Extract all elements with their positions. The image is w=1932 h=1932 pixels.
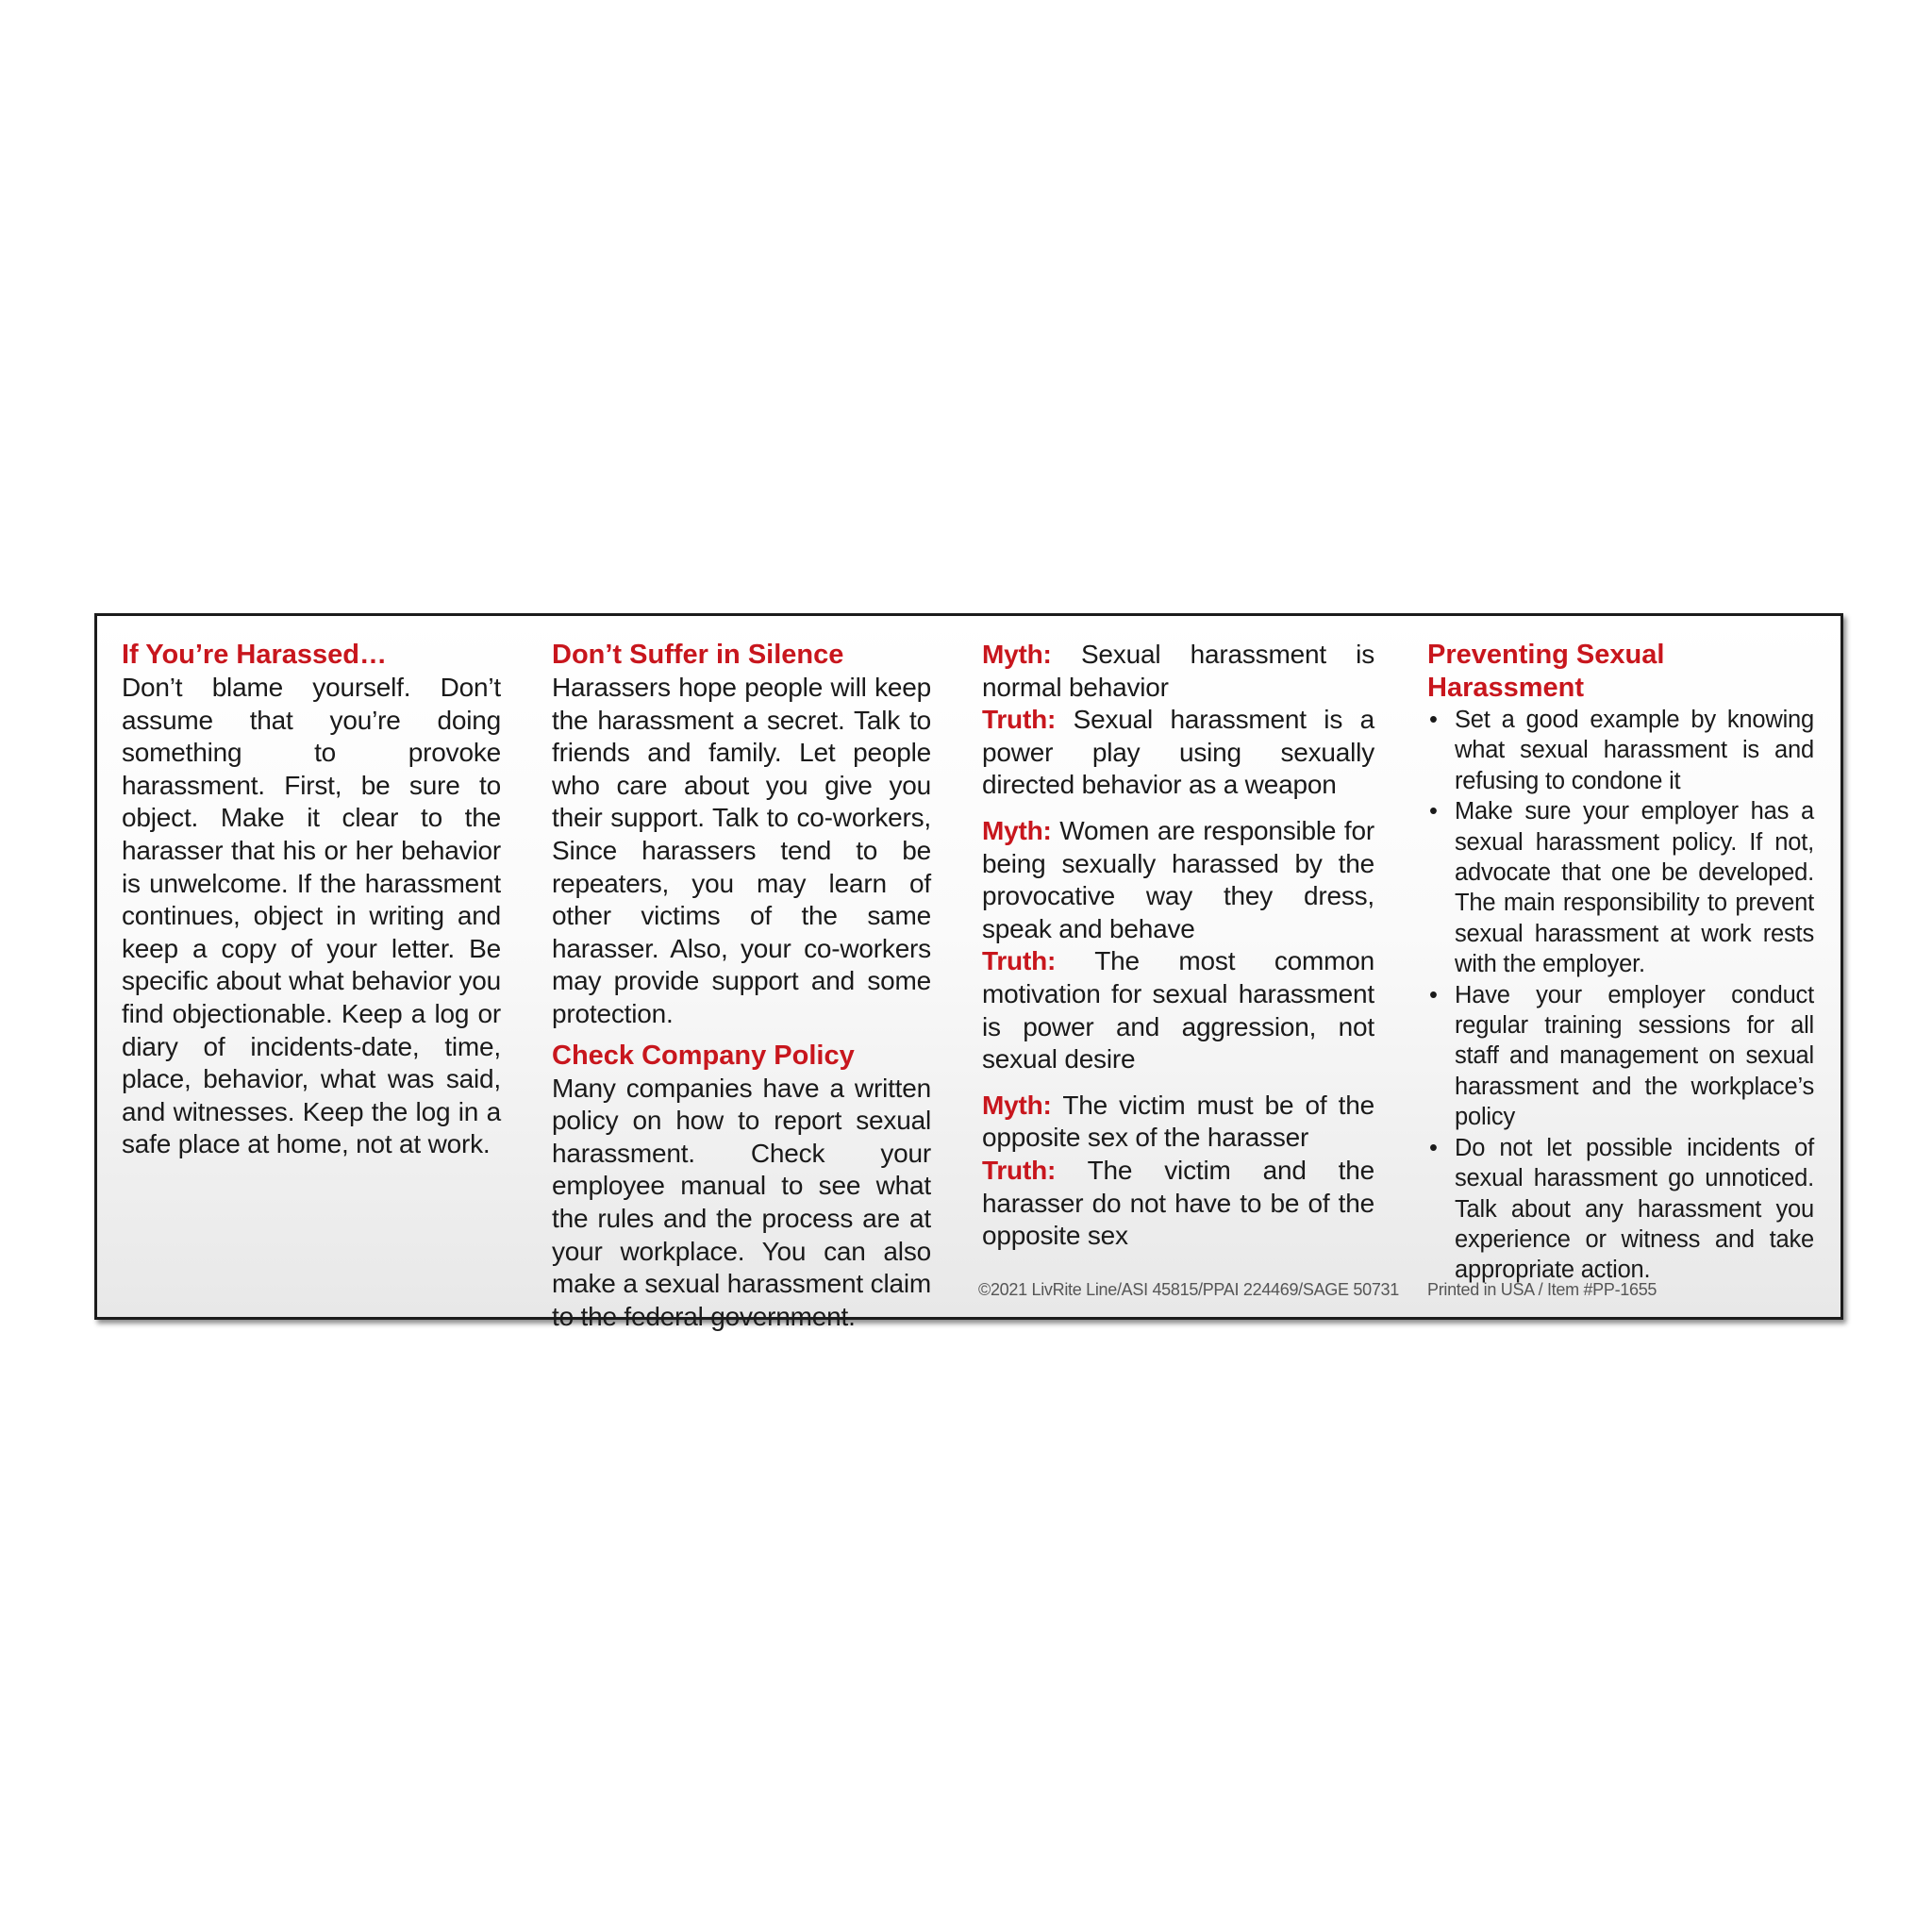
section-gap [552, 1031, 931, 1040]
myth-label: Myth: [982, 640, 1052, 669]
truth-label: Truth: [982, 705, 1057, 735]
heading-if-harassed: If You’re Harassed… [122, 640, 387, 670]
truth-label: Truth: [982, 946, 1057, 976]
list-item-text: Set a good example by knowing what sexual harassment is and refusing to condone it [1455, 707, 1814, 794]
truth-line [982, 704, 1374, 802]
info-card [94, 613, 1843, 1331]
column-dont-suffer [552, 639, 931, 1333]
myth-text: Sexual harassment is normal behavior [982, 640, 1374, 702]
bullet-icon: • [1429, 798, 1438, 825]
myth-line [982, 639, 1374, 704]
myth-label: Myth: [982, 815, 1052, 845]
myth-truth-pair-1 [982, 639, 1374, 802]
myth-text: The victim must be of the opposite sex of the harasser [982, 1090, 1374, 1153]
copyright-footer: ©2021 LivRite Line/ASI 45815/PPAI 224469/SAGE 50731 [978, 1280, 1399, 1299]
column-myths [982, 639, 1374, 1253]
item-number-footer: Printed in USA / Item #PP-1655 [1427, 1280, 1657, 1299]
truth-text: The most common motivation for sexual harassment is power and aggression, not sexual desire [982, 946, 1374, 1074]
paragraph-check-policy: Many companies have a written policy on how to report sexual harassment. Check your employee manual to see what the rules and the process are at your workplace. You can also make a sexual harassment claim to the federal government. [552, 1073, 931, 1331]
heading-dont-suffer: Don’t Suffer in Silence [552, 640, 844, 670]
heading-check-policy: Check Company Policy [552, 1040, 855, 1071]
truth-label: Truth: [982, 1155, 1057, 1185]
bullet-icon: • [1429, 981, 1438, 1008]
truth-text: Sexual harassment is a power play using sexually directed behavior as a weapon [982, 705, 1374, 800]
myth-line [982, 1090, 1374, 1155]
myth-line [982, 815, 1374, 945]
list-item [1427, 1133, 1814, 1286]
list-item-text: Do not let possible incidents of sexual harassment go unnoticed. Talk about any harassment you experience or witness and take appropriate action. [1455, 1134, 1814, 1284]
column-preventing [1427, 639, 1814, 1286]
truth-text: The victim and the harasser do not have to be of the opposite sex [982, 1155, 1374, 1251]
list-item [1427, 796, 1814, 979]
myth-label: Myth: [982, 1090, 1052, 1120]
heading-preventing: Preventing Sexual Harassment [1427, 640, 1665, 703]
bullet-icon: • [1429, 707, 1438, 733]
myth-text: Women are responsible for being sexually harassed by the provocative way they dress, speak and behave [982, 815, 1374, 943]
paragraph-if-harassed: Don’t blame yourself. Don’t assume that you’re doing something to provoke harassment. First, be sure to object. Make it clear to the harasser that his or her behavior is unwelcome. If the harassment continues, object in writing and keep a copy of your letter. Be specific about what behavior you find objectionable. Keep a log or diary of incidents-date, time, place, behavior, what was said, and witnesses. Keep the log in a safe place at home, not at work. [122, 673, 501, 1159]
paragraph-dont-suffer: Harassers hope people will keep the harassment a secret. Talk to friends and family. Let people who care about you give you their support. Talk to co-workers, Since harassers tend to be repeaters, you may learn of other victims of the same harasser. Also, your co-workers may provide support and some protection. [552, 673, 931, 1028]
myth-truth-pair-3 [982, 1090, 1374, 1253]
list-item-text: Make sure your employer has a sexual harassment policy. If not, advocate that one be developed. The main responsibility to prevent sexual harassment at work rests with the employer. [1455, 798, 1814, 978]
truth-line [982, 1155, 1374, 1253]
truth-line [982, 945, 1374, 1075]
list-item [1427, 705, 1814, 796]
list-item [1427, 980, 1814, 1133]
list-item-text: Have your employer conduct regular training sessions for all staff and management on sexual harassment and the workplace’s policy [1455, 981, 1814, 1131]
column-if-harassed [122, 639, 501, 1161]
bullet-icon: • [1429, 1134, 1438, 1161]
myth-truth-pair-2 [982, 815, 1374, 1076]
prevention-list [1427, 705, 1814, 1286]
